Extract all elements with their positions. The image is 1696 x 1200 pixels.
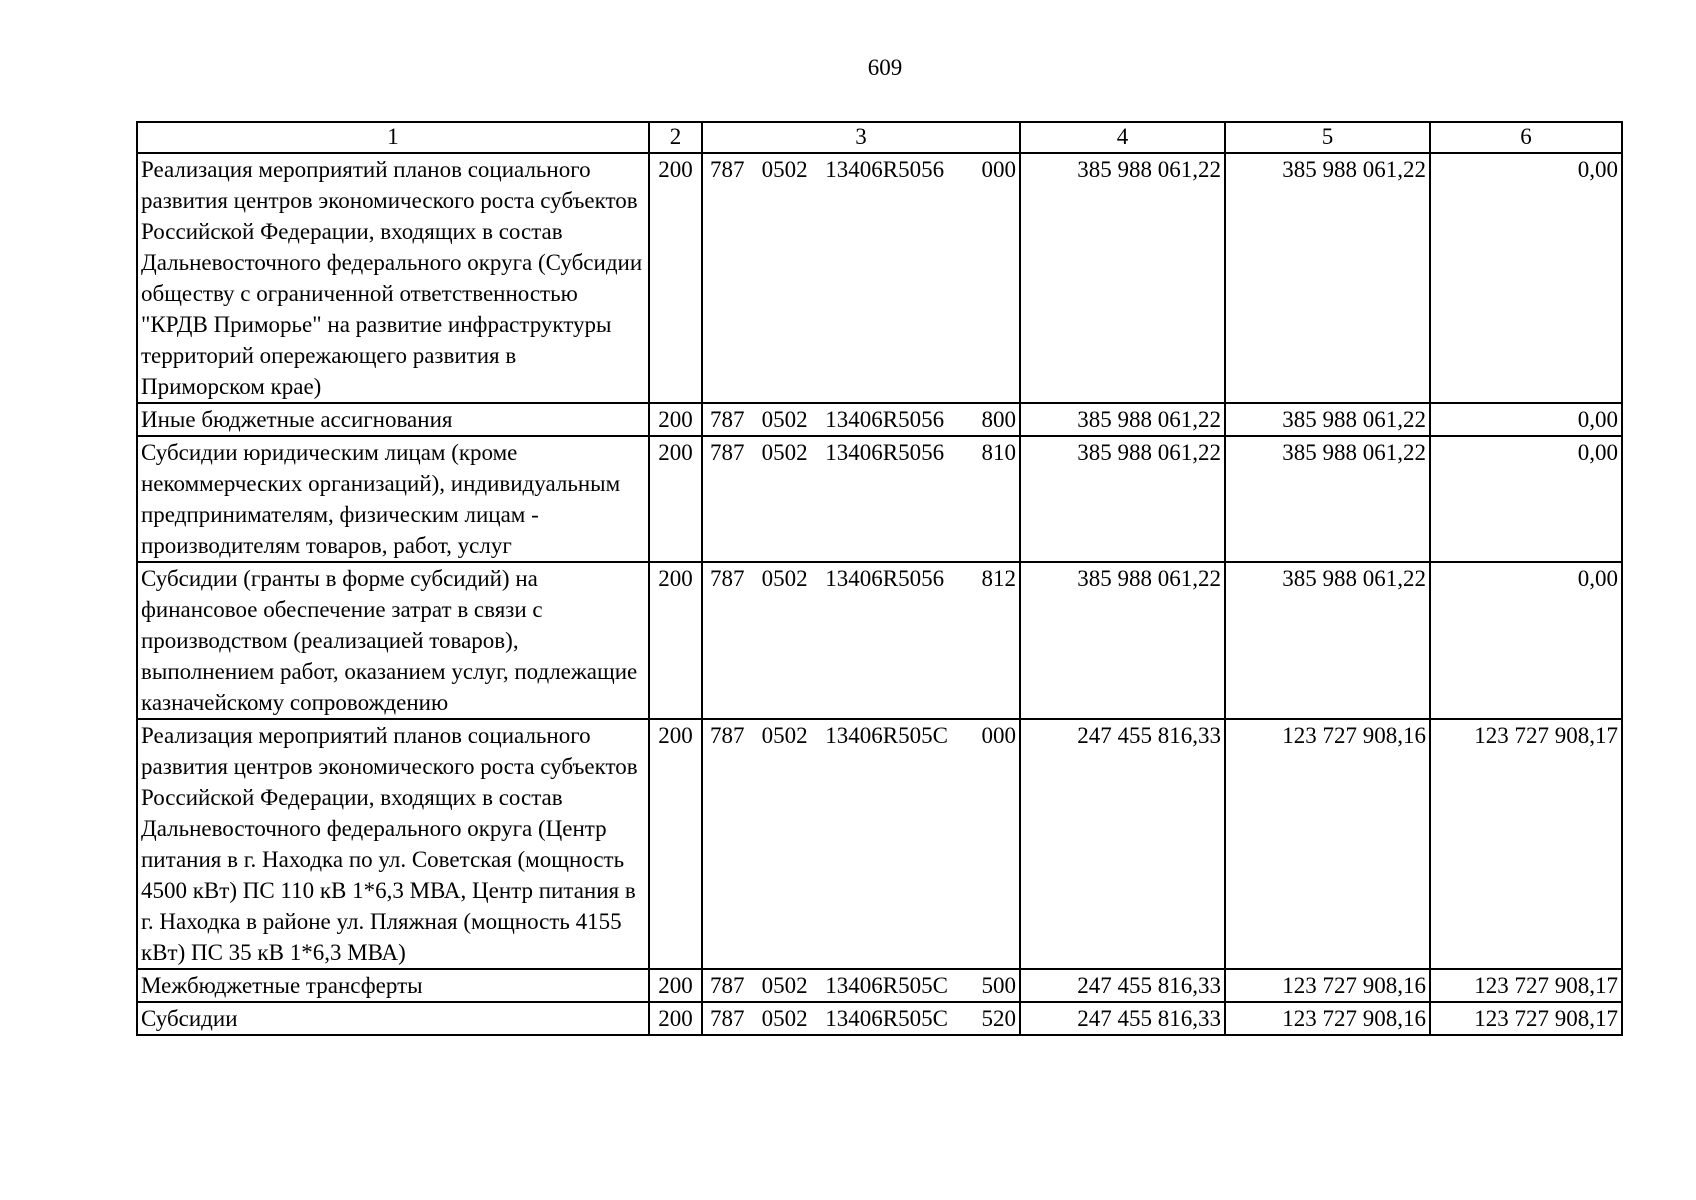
- header-col-5: 5: [1225, 122, 1430, 153]
- row-name: Реализация мероприятий планов социального развития центров экономического роста субъектов Российской Федерации, входящих в состав Дальневосточного федерального округа (Центр питания в г. Находка по ул. Советская (мощность 4500 кВт) ПС 110 кВ 1*6,3 МВА, Центр питания в г. Находка в районе ул. Пляжная (мощность 4155 кВт) ПС 35 кВ 1*6,3 МВА): [137, 719, 649, 969]
- row-name: Субсидии (гранты в форме субсидий) на финансовое обеспечение затрат в связи с производством (реализацией товаров), выполнением работ, оказанием услуг, подлежащие казначейскому сопровождению: [137, 562, 649, 719]
- code-section: 0502: [761, 973, 808, 998]
- code-section: 0502: [761, 440, 808, 465]
- row-name: Иные бюджетные ассигнования: [137, 403, 649, 436]
- row-col5: 123 727 908,16: [1225, 719, 1430, 969]
- code-ministry: 787: [710, 973, 745, 998]
- row-col4: 247 455 816,33: [1020, 719, 1225, 969]
- table-row: [137, 719, 1622, 969]
- code-target: 13406R505C: [825, 723, 948, 748]
- table-header-row: [137, 122, 1622, 153]
- row-col5: 385 988 061,22: [1225, 403, 1430, 436]
- row-col6: 123 727 908,17: [1430, 719, 1622, 969]
- row-col2: 200: [649, 969, 702, 1002]
- row-col6: 0,00: [1430, 403, 1622, 436]
- row-col5: 385 988 061,22: [1225, 153, 1430, 403]
- code-ministry: 787: [710, 723, 745, 748]
- code-type: 000: [981, 157, 1016, 182]
- header-col-3: 3: [702, 122, 1020, 153]
- code-ministry: 787: [710, 407, 745, 432]
- table-row: [137, 403, 1622, 436]
- code-section: 0502: [761, 157, 808, 182]
- row-code: [702, 153, 1020, 403]
- row-col6: 0,00: [1430, 153, 1622, 403]
- table-row: [137, 1002, 1622, 1035]
- code-ministry: 787: [710, 157, 745, 182]
- row-col4: 385 988 061,22: [1020, 436, 1225, 562]
- row-code: [702, 719, 1020, 969]
- row-code: [702, 562, 1020, 719]
- code-type: 000: [981, 723, 1016, 748]
- row-col2: 200: [649, 436, 702, 562]
- row-col4: 247 455 816,33: [1020, 1002, 1225, 1035]
- table-row: [137, 153, 1622, 403]
- row-col2: 200: [649, 719, 702, 969]
- row-col6: 0,00: [1430, 436, 1622, 562]
- row-col2: 200: [649, 1002, 702, 1035]
- header-col-4: 4: [1020, 122, 1225, 153]
- code-target: 13406R5056: [825, 566, 945, 591]
- row-col4: 385 988 061,22: [1020, 403, 1225, 436]
- row-col4: 385 988 061,22: [1020, 153, 1225, 403]
- row-code: [702, 1002, 1020, 1035]
- row-col4: 247 455 816,33: [1020, 969, 1225, 1002]
- table-row: [137, 436, 1622, 562]
- code-ministry: 787: [710, 566, 745, 591]
- row-code: [702, 969, 1020, 1002]
- header-col-1: 1: [137, 122, 649, 153]
- code-target: 13406R505C: [825, 1006, 948, 1031]
- code-type: 812: [981, 566, 1016, 591]
- row-name: Межбюджетные трансферты: [137, 969, 649, 1002]
- code-target: 13406R5056: [825, 157, 945, 182]
- row-name: Субсидии юридическим лицам (кроме некоммерческих организаций), индивидуальным предпринимателям, физическим лицам - производителям товаров, работ, услуг: [137, 436, 649, 562]
- row-code: [702, 436, 1020, 562]
- code-ministry: 787: [710, 1006, 745, 1031]
- row-name: Субсидии: [137, 1002, 649, 1035]
- row-col2: 200: [649, 403, 702, 436]
- code-type: 810: [981, 440, 1016, 465]
- page-number: 609: [867, 55, 903, 80]
- code-type: 500: [981, 973, 1016, 998]
- row-col5: 385 988 061,22: [1225, 562, 1430, 719]
- code-target: 13406R5056: [825, 407, 945, 432]
- header-col-6: 6: [1430, 122, 1622, 153]
- code-type: 520: [981, 1006, 1016, 1031]
- table-row: [137, 969, 1622, 1002]
- row-col2: 200: [649, 153, 702, 403]
- code-target: 13406R505C: [825, 973, 948, 998]
- code-section: 0502: [761, 407, 808, 432]
- row-col6: 123 727 908,17: [1430, 1002, 1622, 1035]
- code-type: 800: [981, 407, 1016, 432]
- table-row: [137, 562, 1622, 719]
- code-target: 13406R5056: [825, 440, 945, 465]
- row-col5: 123 727 908,16: [1225, 1002, 1430, 1035]
- row-col4: 385 988 061,22: [1020, 562, 1225, 719]
- row-col5: 123 727 908,16: [1225, 969, 1430, 1002]
- code-ministry: 787: [710, 440, 745, 465]
- code-section: 0502: [761, 1006, 808, 1031]
- row-name: Реализация мероприятий планов социального развития центров экономического роста субъектов Российской Федерации, входящих в состав Дальневосточного федерального округа (Субсидии обществу с ограниченной ответственностью "КРДВ Приморье" на развитие инфраструктуры территорий опережающего развития в Приморском крае): [137, 153, 649, 403]
- code-section: 0502: [761, 566, 808, 591]
- budget-table: [136, 121, 1623, 1036]
- row-col5: 385 988 061,22: [1225, 436, 1430, 562]
- code-section: 0502: [761, 723, 808, 748]
- header-col-2: 2: [649, 122, 702, 153]
- row-col6: 123 727 908,17: [1430, 969, 1622, 1002]
- row-code: [702, 403, 1020, 436]
- row-col6: 0,00: [1430, 562, 1622, 719]
- row-col2: 200: [649, 562, 702, 719]
